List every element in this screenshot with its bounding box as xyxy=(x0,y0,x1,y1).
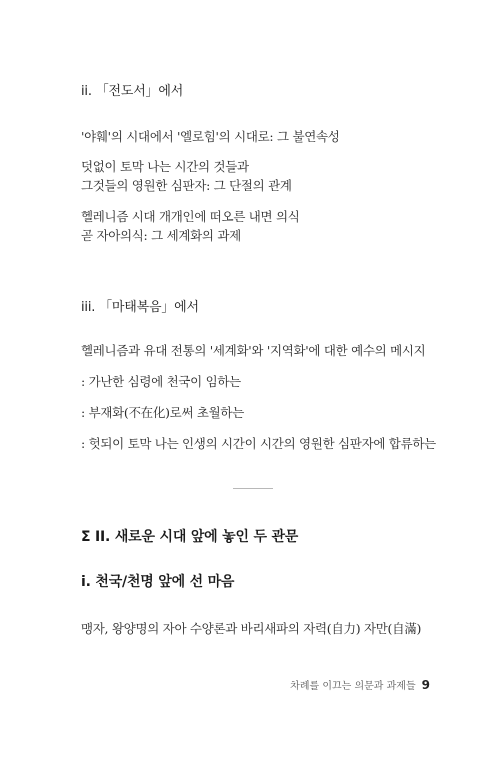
section-ii-line-5: 곧 자아의식: 그 세계화의 과제 xyxy=(81,228,241,243)
section-iii-line-1: 헬레니즘과 유대 전통의 '세계화'와 '지역화'에 대한 예수의 메시지 xyxy=(81,343,426,358)
section-i-line-1: 맹자, 왕양명의 자아 수양론과 바리새파의 자력(自力) 자만(自滿) xyxy=(81,621,422,636)
page-footer xyxy=(290,677,430,692)
chapter-heading: Σ II. 새로운 시대 앞에 놓인 두 관문 xyxy=(81,529,299,545)
section-iii-line-3: : 부재화(不在化)로써 초월하는 xyxy=(81,405,244,420)
section-ii-heading: ii. 「전도서」에서 xyxy=(81,84,184,99)
section-ii-line-2: 덧없이 토막 나는 시간의 것들과 xyxy=(81,159,249,174)
section-ii-line-4: 헬레니즘 시대 개개인에 떠오른 내면 의식 xyxy=(81,209,300,224)
page-number: 9 xyxy=(421,678,430,692)
section-iii-heading: iii. 「마태복음」에서 xyxy=(81,300,199,315)
running-title: 차례를 이끄는 의문과 과제들 xyxy=(290,681,416,692)
section-i-heading: i. 천국/천명 앞에 선 마음 xyxy=(81,574,235,590)
section-ii-line-3: 그것들의 영원한 심판자: 그 단절의 관계 xyxy=(81,178,292,193)
section-ii-line-1: '야훼'의 시대에서 '엘로힘'의 시대로: 그 불연속성 xyxy=(81,129,340,144)
section-iii-line-2: : 가난한 심령에 천국이 임하는 xyxy=(81,374,241,389)
section-divider xyxy=(233,488,273,489)
section-iii-line-4: : 헛되이 토막 나는 인생의 시간이 시간의 영원한 심판자에 합류하는 xyxy=(81,436,436,451)
